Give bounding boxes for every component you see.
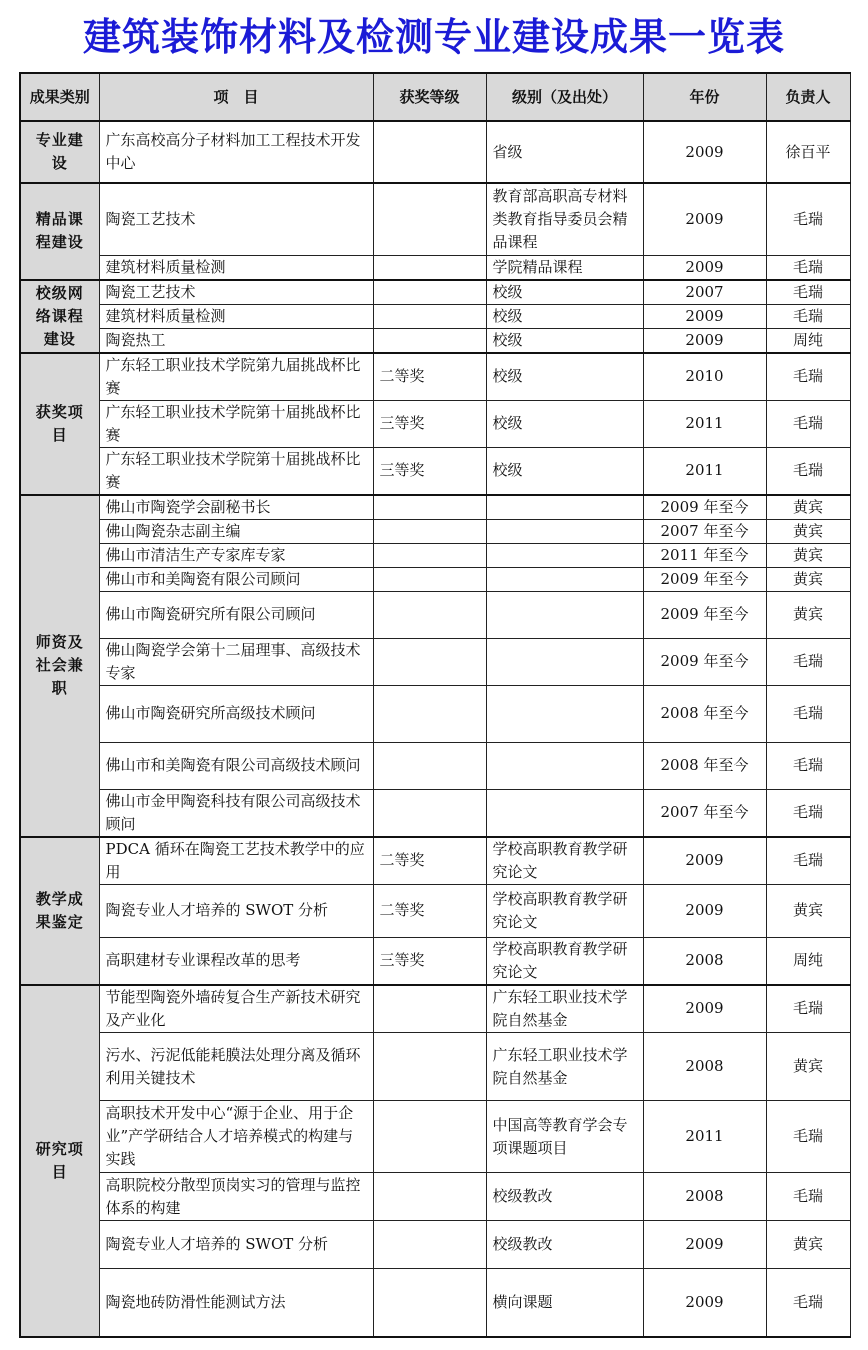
table-row [20, 1221, 850, 1269]
project-cell: 陶瓷地砖防滑性能测试方法 [99, 1269, 373, 1337]
level-cell: 校级 [486, 280, 643, 305]
year-cell: 2009 [643, 255, 766, 280]
project-cell: 建筑材料质量检测 [99, 255, 373, 280]
category-cell: 研究项目 [20, 985, 99, 1337]
table-row [20, 447, 850, 495]
level-cell: 广东轻工职业技术学院自然基金 [486, 985, 643, 1033]
project-cell: 广东高校高分子材料加工工程技术开发中心 [99, 121, 373, 183]
table-row [20, 543, 850, 567]
table-row [20, 985, 850, 1033]
table-row [20, 353, 850, 401]
year-cell: 2009 [643, 884, 766, 937]
page-title: 建筑装饰材料及检测专业建设成果一览表 [82, 15, 785, 59]
award-cell: 二等奖 [373, 353, 486, 401]
award-cell: 三等奖 [373, 400, 486, 447]
project-cell: 佛山市陶瓷研究所有限公司顾问 [99, 591, 373, 638]
project-cell: 陶瓷工艺技术 [99, 183, 373, 255]
table-row [20, 400, 850, 447]
year-cell: 2009 [643, 1269, 766, 1337]
project-cell: 广东轻工职业技术学院第十届挑战杯比赛 [99, 447, 373, 495]
year-cell: 2008 年至今 [643, 742, 766, 789]
award-cell [373, 304, 486, 328]
owner-cell: 毛瑞 [766, 789, 850, 837]
project-cell: 陶瓷工艺技术 [99, 280, 373, 305]
category-cell: 教学成果鉴定 [20, 837, 99, 985]
table-row [20, 1173, 850, 1221]
header-level: 级别（及出处） [486, 73, 643, 121]
award-cell [373, 519, 486, 543]
level-cell: 校级 [486, 447, 643, 495]
year-cell: 2009 年至今 [643, 591, 766, 638]
project-cell: 佛山市陶瓷研究所高级技术顾问 [99, 685, 373, 742]
owner-cell: 黄宾 [766, 567, 850, 591]
level-cell: 广东轻工职业技术学院自然基金 [486, 1033, 643, 1101]
year-cell: 2008 [643, 1033, 766, 1101]
year-cell: 2009 [643, 328, 766, 353]
year-cell: 2011 年至今 [643, 543, 766, 567]
level-cell: 校级 [486, 304, 643, 328]
project-cell: 陶瓷专业人才培养的 SWOT 分析 [99, 884, 373, 937]
project-cell: 高职技术开发中心“源于企业、用于企业”产学研结合人才培养模式的构建与实践 [99, 1101, 373, 1173]
table-row [20, 591, 850, 638]
project-cell: 佛山市和美陶瓷有限公司顾问 [99, 567, 373, 591]
category-cell: 获奖项目 [20, 353, 99, 495]
project-cell: 陶瓷专业人才培养的 SWOT 分析 [99, 1221, 373, 1269]
award-cell [373, 328, 486, 353]
table-row [20, 567, 850, 591]
header-owner: 负责人 [766, 73, 850, 121]
level-cell: 省级 [486, 121, 643, 183]
level-cell: 校级教改 [486, 1173, 643, 1221]
award-cell [373, 543, 486, 567]
level-cell [486, 567, 643, 591]
award-cell [373, 638, 486, 685]
owner-cell: 徐百平 [766, 121, 850, 183]
year-cell: 2011 [643, 1101, 766, 1173]
year-cell: 2008 [643, 937, 766, 985]
award-cell [373, 985, 486, 1033]
level-cell: 中国高等教育学会专项课题项目 [486, 1101, 643, 1173]
table-row [20, 884, 850, 937]
level-cell: 横向课题 [486, 1269, 643, 1337]
table-row [20, 121, 850, 183]
award-cell [373, 280, 486, 305]
year-cell: 2007 年至今 [643, 519, 766, 543]
header-row [20, 73, 850, 121]
table-row [20, 837, 850, 885]
owner-cell: 毛瑞 [766, 280, 850, 305]
level-cell [486, 742, 643, 789]
award-cell: 二等奖 [373, 837, 486, 885]
table-row [20, 495, 850, 520]
owner-cell: 毛瑞 [766, 837, 850, 885]
award-cell [373, 495, 486, 520]
level-cell: 学院精品课程 [486, 255, 643, 280]
level-cell: 教育部高职高专材料类教育指导委员会精品课程 [486, 183, 643, 255]
year-cell: 2009 [643, 1221, 766, 1269]
owner-cell: 毛瑞 [766, 742, 850, 789]
project-cell: PDCA 循环在陶瓷工艺技术教学中的应用 [99, 837, 373, 885]
level-cell: 学校高职教育教学研究论文 [486, 937, 643, 985]
project-cell: 佛山市陶瓷学会副秘书长 [99, 495, 373, 520]
year-cell: 2008 年至今 [643, 685, 766, 742]
year-cell: 2010 [643, 353, 766, 401]
project-cell: 佛山市清洁生产专家库专家 [99, 543, 373, 567]
owner-cell: 毛瑞 [766, 1173, 850, 1221]
project-cell: 佛山陶瓷杂志副主编 [99, 519, 373, 543]
award-cell [373, 567, 486, 591]
year-cell: 2009 [643, 985, 766, 1033]
header-project: 项 目 [99, 73, 373, 121]
owner-cell: 毛瑞 [766, 1269, 850, 1337]
year-cell: 2011 [643, 400, 766, 447]
table-row [20, 255, 850, 280]
header-year: 年份 [643, 73, 766, 121]
table-row [20, 183, 850, 255]
category-cell: 师资及社会兼职 [20, 495, 99, 837]
owner-cell: 毛瑞 [766, 447, 850, 495]
project-cell: 污水、污泥低能耗膜法处理分离及循环利用关键技术 [99, 1033, 373, 1101]
owner-cell: 毛瑞 [766, 353, 850, 401]
year-cell: 2009 [643, 183, 766, 255]
project-cell: 陶瓷热工 [99, 328, 373, 353]
project-cell: 建筑材料质量检测 [99, 304, 373, 328]
level-cell [486, 495, 643, 520]
level-cell: 校级 [486, 353, 643, 401]
year-cell: 2011 [643, 447, 766, 495]
award-cell [373, 591, 486, 638]
owner-cell: 黄宾 [766, 884, 850, 937]
project-cell: 佛山市金甲陶瓷科技有限公司高级技术顾问 [99, 789, 373, 837]
project-cell: 高职建材专业课程改革的思考 [99, 937, 373, 985]
owner-cell: 周纯 [766, 937, 850, 985]
project-cell: 高职院校分散型顶岗实习的管理与监控体系的构建 [99, 1173, 373, 1221]
owner-cell: 黄宾 [766, 519, 850, 543]
award-cell: 三等奖 [373, 447, 486, 495]
table-row [20, 1033, 850, 1101]
year-cell: 2009 [643, 837, 766, 885]
header-award: 获奖等级 [373, 73, 486, 121]
table-row [20, 937, 850, 985]
owner-cell: 黄宾 [766, 1221, 850, 1269]
award-cell [373, 1221, 486, 1269]
project-cell: 广东轻工职业技术学院第十届挑战杯比赛 [99, 400, 373, 447]
award-cell [373, 1033, 486, 1101]
award-cell [373, 255, 486, 280]
owner-cell: 毛瑞 [766, 304, 850, 328]
project-cell: 佛山市和美陶瓷有限公司高级技术顾问 [99, 742, 373, 789]
year-cell: 2008 [643, 1173, 766, 1221]
owner-cell: 毛瑞 [766, 400, 850, 447]
table-row [20, 742, 850, 789]
award-cell [373, 183, 486, 255]
year-cell: 2009 年至今 [643, 638, 766, 685]
category-cell: 精品课程建设 [20, 183, 99, 280]
award-cell [373, 121, 486, 183]
owner-cell: 黄宾 [766, 543, 850, 567]
table-body [20, 121, 850, 1337]
award-cell [373, 1173, 486, 1221]
level-cell [486, 789, 643, 837]
table-row [20, 789, 850, 837]
table-row [20, 1269, 850, 1337]
award-cell [373, 789, 486, 837]
table-row [20, 1101, 850, 1173]
award-cell [373, 1269, 486, 1337]
header-category: 成果类别 [20, 73, 99, 121]
category-cell: 专业建设 [20, 121, 99, 183]
category-cell: 校级网络课程建设 [20, 280, 99, 353]
level-cell: 学校高职教育教学研究论文 [486, 884, 643, 937]
award-cell [373, 742, 486, 789]
owner-cell: 黄宾 [766, 591, 850, 638]
owner-cell: 毛瑞 [766, 255, 850, 280]
level-cell [486, 685, 643, 742]
project-cell: 广东轻工职业技术学院第九届挑战杯比赛 [99, 353, 373, 401]
year-cell: 2007 [643, 280, 766, 305]
table-row [20, 519, 850, 543]
award-cell [373, 1101, 486, 1173]
level-cell [486, 543, 643, 567]
project-cell: 节能型陶瓷外墙砖复合生产新技术研究及产业化 [99, 985, 373, 1033]
level-cell: 校级教改 [486, 1221, 643, 1269]
achievements-table [19, 72, 851, 1338]
year-cell: 2009 年至今 [643, 495, 766, 520]
owner-cell: 毛瑞 [766, 183, 850, 255]
level-cell: 学校高职教育教学研究论文 [486, 837, 643, 885]
owner-cell: 毛瑞 [766, 1101, 850, 1173]
award-cell: 三等奖 [373, 937, 486, 985]
level-cell [486, 638, 643, 685]
owner-cell: 毛瑞 [766, 685, 850, 742]
year-cell: 2007 年至今 [643, 789, 766, 837]
year-cell: 2009 [643, 304, 766, 328]
owner-cell: 毛瑞 [766, 985, 850, 1033]
table-row [20, 280, 850, 305]
level-cell [486, 591, 643, 638]
owner-cell: 黄宾 [766, 495, 850, 520]
level-cell: 校级 [486, 328, 643, 353]
level-cell [486, 519, 643, 543]
owner-cell: 黄宾 [766, 1033, 850, 1101]
table-row [20, 638, 850, 685]
year-cell: 2009 年至今 [643, 567, 766, 591]
year-cell: 2009 [643, 121, 766, 183]
table-row [20, 328, 850, 353]
award-cell: 二等奖 [373, 884, 486, 937]
project-cell: 佛山陶瓷学会第十二届理事、高级技术专家 [99, 638, 373, 685]
owner-cell: 毛瑞 [766, 638, 850, 685]
table-row [20, 304, 850, 328]
owner-cell: 周纯 [766, 328, 850, 353]
level-cell: 校级 [486, 400, 643, 447]
award-cell [373, 685, 486, 742]
table-row [20, 685, 850, 742]
